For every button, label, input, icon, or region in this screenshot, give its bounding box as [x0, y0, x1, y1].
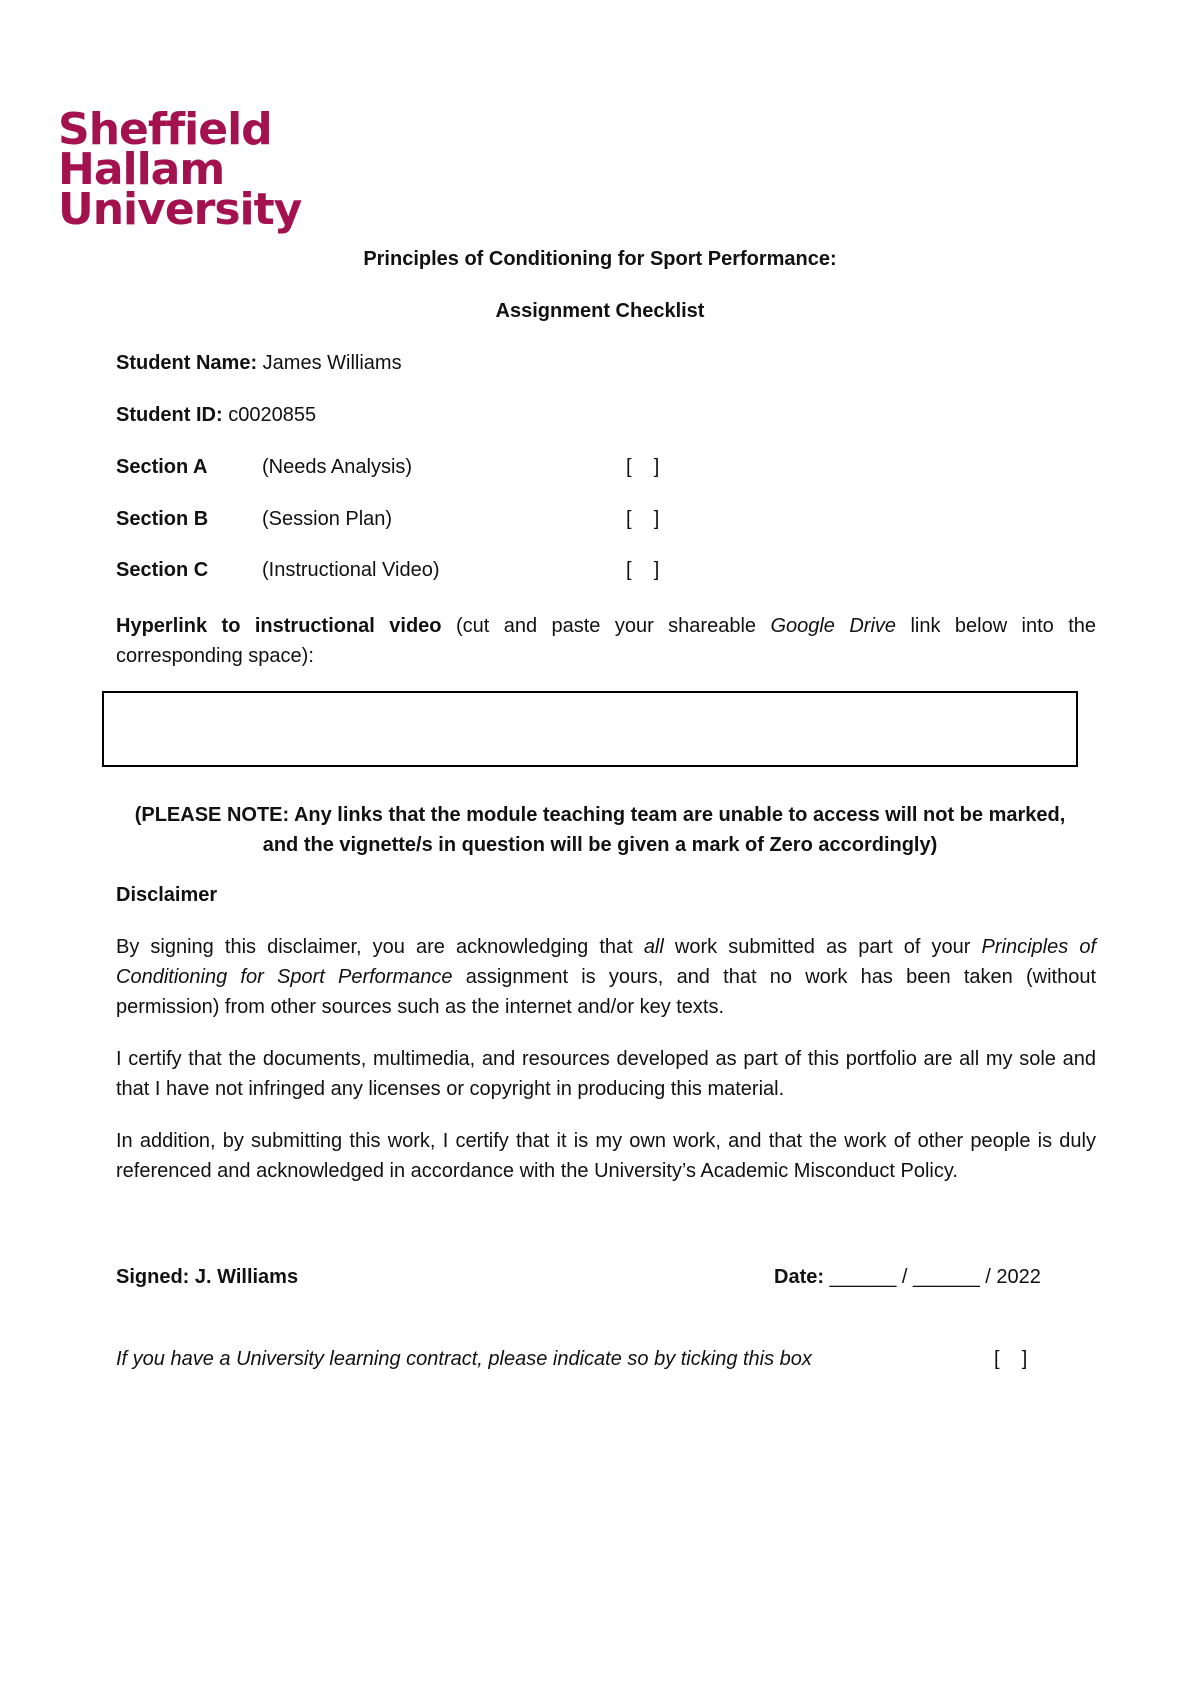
google-drive-text: Google Drive — [770, 615, 897, 637]
p1-text-a: By signing this disclaimer, you are acknowledging that — [116, 936, 644, 958]
section-b-checkbox[interactable]: [ ] — [626, 508, 660, 530]
document-title: Principles of Conditioning for Sport Performance: — [363, 248, 837, 270]
hyperlink-instructions — [116, 611, 1096, 671]
video-link-input[interactable] — [102, 691, 1078, 767]
hyperlink-text-1: (cut and paste your shareable — [441, 615, 771, 637]
section-b-desc: (Session Plan) — [262, 508, 393, 530]
student-name-row — [116, 352, 402, 375]
disclaimer-paragraph-1 — [116, 932, 1096, 1022]
student-id-value: c0020855 — [222, 404, 317, 426]
student-id-label: Student ID: — [116, 404, 223, 426]
disclaimer-paragraph-3: In addition, by submitting this work, I certify that it is my own work, and that the work of other people is duly referenced and acknowledged in accordance with the University’s Academic Misconduct Policy. — [116, 1130, 1096, 1182]
p1-text-b: work submitted as part of your — [663, 936, 982, 958]
logo-line-1: Sheffield — [58, 104, 272, 155]
learning-contract-checkbox[interactable]: [ ] — [994, 1348, 1028, 1370]
date-row — [774, 1266, 1041, 1289]
p1-all: all — [643, 936, 664, 958]
please-note-line-2: and the vignette/s in question will be given a mark of Zero accordingly) — [262, 834, 938, 856]
logo-line-3: University — [58, 184, 302, 235]
date-label: Date: — [774, 1266, 825, 1288]
student-name-label: Student Name: — [116, 352, 258, 374]
logo-line-2: Hallam — [58, 144, 225, 195]
section-a-checkbox[interactable]: [ ] — [626, 456, 660, 478]
section-c-label: Section C — [116, 559, 209, 581]
university-logo — [58, 104, 302, 235]
p1-text-c: assignment is yours, and that no work has been taken (without permission) from other sources such as the internet and/or key texts. — [116, 966, 1097, 1018]
date-value: ______ / ______ / 2022 — [824, 1266, 1041, 1288]
please-note — [0, 800, 1200, 860]
hyperlink-label: Hyperlink to instructional video — [116, 615, 442, 637]
section-c-checkbox[interactable]: [ ] — [626, 559, 660, 581]
please-note-line-1: (PLEASE NOTE: Any links that the module teaching team are unable to access will not be marked, — [134, 804, 1066, 826]
signed-label: Signed: J. Williams — [116, 1266, 299, 1288]
section-a-label: Section A — [116, 456, 208, 478]
section-row-c — [116, 559, 696, 589]
p1-module-name: Principles of Conditioning for Sport Performance — [116, 936, 1096, 988]
student-name-value: James Williams — [257, 352, 402, 374]
section-c-desc: (Instructional Video) — [262, 559, 440, 581]
disclaimer-paragraph-2: I certify that the documents, multimedia, and resources developed as part of this portfolio are all my sole and that I have not infringed any licenses or copyright in producing this material. — [116, 1048, 1096, 1100]
document-subtitle: Assignment Checklist — [495, 300, 705, 322]
hyperlink-text-2: link below into the corresponding space): — [116, 615, 1097, 667]
section-row-b — [116, 508, 696, 538]
section-a-desc: (Needs Analysis) — [262, 456, 413, 478]
student-id-row — [116, 404, 316, 427]
learning-contract-text: If you have a University learning contract, please indicate so by ticking this box — [116, 1348, 812, 1370]
disclaimer-heading: Disclaimer — [116, 884, 218, 906]
section-b-label: Section B — [116, 508, 209, 530]
section-row-a — [116, 456, 696, 486]
